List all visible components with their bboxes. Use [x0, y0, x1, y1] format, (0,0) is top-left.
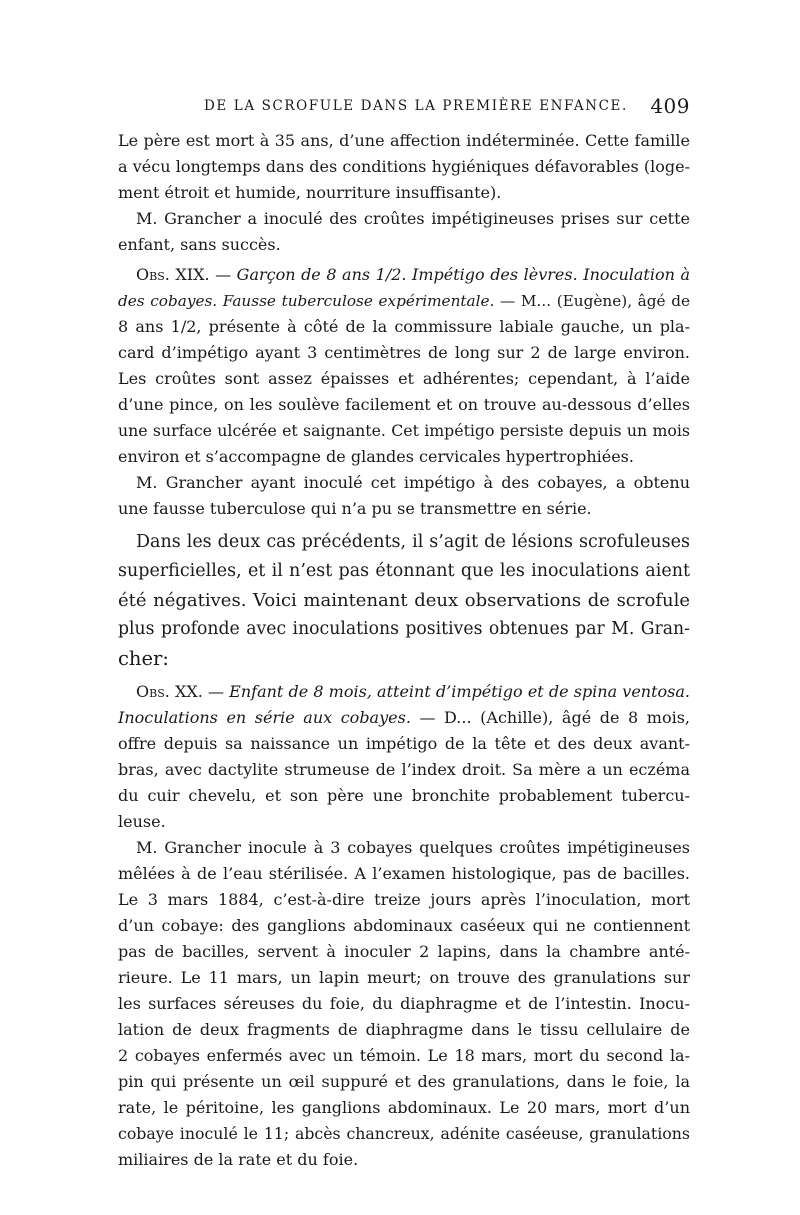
observation-dash: —: [202, 682, 230, 701]
text-line: pin qui présente un œil suppuré et des granulations, dans le foie, la: [118, 1072, 690, 1091]
text-line: environ et s’accompagne de glandes cervicales hypertrophiées.: [118, 447, 634, 466]
text-line: Les croûtes sont assez épaisses et adhérentes; cependant, à l’aide: [118, 369, 690, 388]
text-line: Le 3 mars 1884, c’est-à-dire treize jours après l’inoculation, mort: [118, 890, 690, 909]
text-line: Dans les deux cas précédents, il s’agit de lésions scrofuleuses: [136, 532, 690, 552]
text-line: offre depuis sa naissance un impétigo de la tête et des deux avant-: [118, 734, 690, 753]
observation-text: — M... (Eugène), âgé de: [494, 292, 690, 310]
paragraph-inoculation-series: [118, 835, 690, 1173]
text-line: enfant, sans succès.: [118, 235, 281, 254]
text-line: du cuir chevelu, et son père une bronchite probablement tubercu-: [118, 786, 690, 805]
text-line: les surfaces séreuses du foie, du diaphragme et de l’intestin. Inocu-: [118, 994, 690, 1013]
observation-title: Enfant de 8 mois, atteint d’impétigo et de spina ventosa.: [229, 682, 690, 701]
text-line: rate, le péritoine, les ganglions abdominaux. Le 20 mars, mort d’un: [118, 1098, 690, 1117]
text-line: miliaires de la rate et du foie.: [118, 1150, 359, 1169]
observation-heading-line: [118, 288, 690, 314]
observation-label: Obs. XIX.: [136, 265, 210, 284]
text-line: superficielles, et il n’est pas étonnant que les inoculations aient: [118, 561, 690, 581]
page-number: 409: [650, 94, 690, 118]
text-line: cher:: [118, 647, 169, 670]
text-line: d’un cobaye: des ganglions abdominaux caséeux qui ne contiennent: [118, 916, 690, 935]
observation-heading-line: [118, 705, 690, 731]
paragraph-father: [118, 128, 690, 206]
text-line: une surface ulcérée et saignante. Cet impétigo persiste depuis un mois: [118, 421, 690, 440]
text-line: plus profonde avec inoculations positives obtenues par M. Gran-: [118, 619, 690, 639]
text-line: a vécu longtemps dans des conditions hygiéniques défavorables (loge-: [118, 157, 690, 176]
text-line: rieure. Le 11 mars, un lapin meurt; on trouve des granulations sur: [118, 968, 690, 987]
observation-heading-line: [118, 262, 690, 288]
observation-dash: —: [209, 265, 237, 284]
observation-19: [118, 262, 690, 470]
text-line: lation de deux fragments de diaphragme dans le tissu cellulaire de: [118, 1020, 690, 1039]
observation-heading-line: [118, 679, 690, 705]
paragraph-false-tuberculosis: [118, 470, 690, 522]
text-line: Le père est mort à 35 ans, d’une affection indéterminée. Cette famille: [118, 131, 690, 150]
observation-text: — D... (Achille), âgé de 8 mois,: [410, 708, 690, 727]
paragraph-commentary: [118, 528, 690, 673]
text-line: une fausse tuberculose qui n’a pu se transmettre en série.: [118, 499, 592, 518]
text-line: ment étroit et humide, nourriture insuffisante).: [118, 183, 502, 202]
text-line: M. Grancher a inoculé des croûtes impétigineuses prises sur cette: [136, 209, 690, 228]
text-line: bras, avec dactylite strumeuse de l’index droit. Sa mère a un eczéma: [118, 760, 690, 779]
paragraph-grancher-inoculation: [118, 206, 690, 258]
observation-title: Inoculations en série aux cobayes.: [118, 708, 411, 727]
text-line: M. Grancher inocule à 3 cobayes quelques croûtes impétigineuses: [136, 838, 690, 857]
text-line: leuse.: [118, 812, 166, 831]
running-title: DE LA SCROFULE DANS LA PREMIÈRE ENFANCE.: [204, 98, 628, 114]
text-line: M. Grancher ayant inoculé cet impétigo à des cobayes, a obtenu: [136, 473, 690, 492]
page-header: [118, 94, 690, 118]
text-line: mêlées à de l’eau stérilisée. A l’examen histologique, pas de bacilles.: [118, 864, 690, 883]
observation-title: des cobayes. Fausse tuberculose expérimentale.: [118, 292, 495, 310]
observation-title: Garçon de 8 ans 1/2. Impétigo des lèvres. Inoculation à: [236, 265, 690, 284]
text-line: cobaye inoculé le 11; abcès chancreux, adénite caséeuse, granulations: [118, 1124, 690, 1143]
observation-label: Obs. XX.: [136, 682, 203, 701]
text-line: 8 ans 1/2, présente à côté de la commissure labiale gauche, un pla-: [118, 317, 690, 336]
text-line: pas de bacilles, servent à inoculer 2 lapins, dans la chambre anté-: [118, 942, 690, 961]
text-line: été négatives. Voici maintenant deux observations de scrofule: [118, 590, 690, 611]
text-line: d’une pince, on les soulève facilement et on trouve au-dessous d’elles: [118, 395, 690, 414]
text-line: card d’impétigo ayant 3 centimètres de long sur 2 de large environ.: [118, 343, 690, 362]
page-body: [118, 128, 690, 1173]
text-line: 2 cobayes enfermés avec un témoin. Le 18 mars, mort du second la-: [118, 1046, 690, 1065]
observation-20: [118, 679, 690, 835]
